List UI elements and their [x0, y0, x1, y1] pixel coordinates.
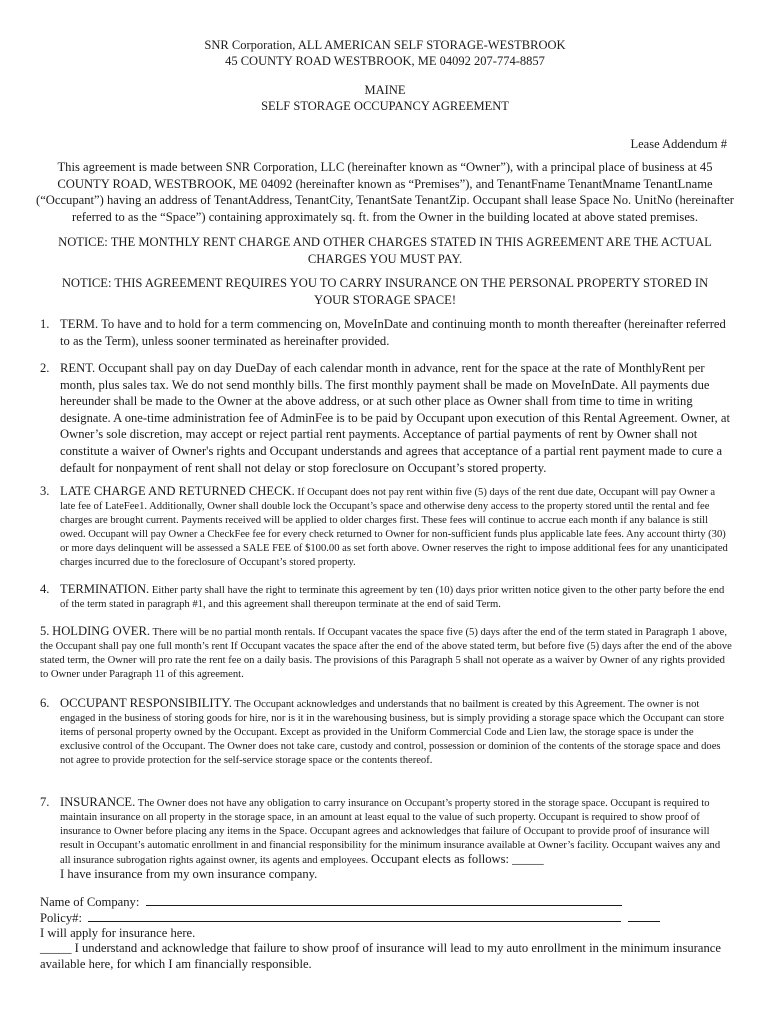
- section-term: [40, 316, 730, 349]
- section-late-charge: [40, 485, 730, 569]
- section-number: 4.: [40, 582, 50, 596]
- section-text: To have and to hold for a term commencing on, MoveInDate and continuing month to month thereafter (hereinafter referred to as the Term), unless sooner terminated as hereinafter provided.: [60, 317, 726, 348]
- company-name-label: Name of Company:: [40, 895, 140, 909]
- section-text: If Occupant does not pay rent within five (5) days of the rent due date, Occupant will pay Owner a late fee of LateFee1. Additionally, Owner shall double lock the Occupant’s space and otherwise deny access to the property stored until the rental and fee charges are brought current. Payments received will be applied to older charges first. These fees will continue to accrue each month if any balance is still owed. Occupant will pay Owner a CheckFee fee for every check returned to Owner for non-sufficient funds plus applicable late fees. Any account thirty (30) or more days delinquent will be assessed a SALE FEE of $100.00 as set forth above. Owner reserves the right to impose additional fees for any unanticipated charges incurred due to the foreclosure of Occupant’s stored property.: [60, 487, 728, 568]
- section-text: Occupant shall pay on day DueDay of each calendar month in advance, rent for the space at the rate of MonthlyRent per month, plus sales tax. We do not send monthly bills. The first monthly payment shall be made on MoveInDate. All payments due hereunder shall be made to the Owner at the above address, or at such other place as Owner shall from time to time in writing designate. A one-time administration fee of AdminFee is to be paid by Occupant upon execution of this Rental Agreement. Owner, at Owner’s sole discretion, may accept or reject partial rent payments. Acceptance of partial payments of rent by Owner shall not constitute a waiver of Owner's rights and Occupant understands and agrees that acceptance of a partial rent payment made to cure a default for nonpayment of rent shall not delay or stop foreclosure on Occupant’s stored property.: [60, 361, 730, 475]
- section-number: 6.: [40, 696, 50, 710]
- section-holding-over: [40, 625, 732, 682]
- section-heading: OCCUPANT RESPONSIBILITY.: [60, 696, 232, 710]
- policy-label: Policy#:: [40, 911, 82, 925]
- section-heading: HOLDING OVER.: [52, 624, 151, 638]
- notice-insurance: NOTICE: THIS AGREEMENT REQUIRES YOU TO CARRY INSURANCE ON THE PERSONAL PROPERTY STORED IN YOUR STORAGE SPACE!: [61, 276, 709, 307]
- notice-rent-charges: NOTICE: THE MONTHLY RENT CHARGE AND OTHER CHARGES STATED IN THIS AGREEMENT ARE THE ACTUAL CHARGES YOU MUST PAY.: [58, 235, 712, 266]
- section-occupant-responsibility: [40, 697, 730, 768]
- company-name: SNR Corporation, ALL AMERICAN SELF STORAGE-WESTBROOK: [204, 38, 566, 52]
- own-insurance-option: I have insurance from my own insurance company.: [60, 866, 318, 881]
- section-number: 1.: [40, 317, 50, 331]
- section-heading: LATE CHARGE AND RETURNED CHECK.: [60, 484, 295, 498]
- policy-row: [40, 910, 660, 926]
- lease-addendum-label: Lease Addendum #: [630, 137, 727, 151]
- company-header: [0, 37, 770, 69]
- intro-paragraph: This agreement is made between SNR Corporation, LLC (hereinafter known as “Owner”), with a principal place of business at 45 COUNTY ROAD, WESTBROOK, ME 04092 (hereinafter known as “Premises”), and TenantFname TenantMname TenantLname (“Occupant”) having an address of TenantAddress, TenantCity, TenantSate TenantZip. Occupant shall lease Space No. UnitNo (hereinafter referred to as the “Space”) containing approximately sq. ft. from the Owner in the building located at above stated premises.: [36, 160, 734, 224]
- section-insurance: [40, 796, 730, 881]
- section-number: 5.: [40, 624, 50, 638]
- section-text: Either party shall have the right to terminate this agreement by ten (10) days prior written notice given to the other party before the end of the term stated in paragraph #1, and this agreement shall thereupon terminate at the end of said Term.: [60, 585, 725, 610]
- section-termination: [40, 583, 730, 612]
- company-name-field[interactable]: [146, 894, 622, 906]
- apply-insurance-option: I will apply for insurance here.: [40, 926, 196, 940]
- section-heading: RENT.: [60, 361, 96, 375]
- company-name-row: [40, 894, 622, 910]
- section-text: There will be no partial month rentals. If Occupant vacates the space five (5) days after the end of the term stated in Paragraph 1 above, the Occupant shall pay one full month’s rent If Occupant vacates the space after the end of the above stated term, but before five (5) days after the end of the above stated term, the Owner will pro rate the rent fee on a daily basis. The provisions of this Paragraph 5 shall not operate as a waiver by Owner of any rights provided to Owner under Paragraph 11 of this agreement.: [40, 627, 732, 680]
- policy-extra-field[interactable]: [628, 910, 660, 922]
- section-rent: [40, 360, 730, 476]
- section-number: 7.: [40, 795, 50, 809]
- company-address: 45 COUNTY ROAD WESTBROOK, ME 04092 207-774-8857: [225, 54, 545, 68]
- section-number: 2.: [40, 361, 50, 375]
- document-title: SELF STORAGE OCCUPANCY AGREEMENT: [261, 99, 509, 113]
- document-title-block: [0, 82, 770, 114]
- insurance-election: Occupant elects as follows: _____: [370, 851, 544, 866]
- section-heading: TERMINATION.: [60, 582, 150, 596]
- state-label: MAINE: [364, 83, 406, 97]
- acknowledgement-text: _____ I understand and acknowledge that failure to show proof of insurance will lead to my auto enrollment in the minimum insurance available here, for which I am financially responsible.: [40, 941, 721, 971]
- section-heading: TERM.: [60, 317, 99, 331]
- section-text: The Occupant acknowledges and understands that no bailment is created by this Agreement. The owner is not engaged in the business of storing goods for hire, nor is it in the warehousing business, but is simply providing a storage space which the Occupant can store items of personal property owned by the Occupant. Except as provided in the Uniform Commercial Code and Lien law, the storage space is under the exclusive control of the Occupant. The Owner does not take care, custody and control, possession or dominion of the contents of the storage space and does not agree to provide protection for the self-service storage space or the contents thereof.: [60, 699, 725, 766]
- policy-number-field[interactable]: [88, 910, 621, 922]
- section-text: The Owner does not have any obligation to carry insurance on Occupant’s property stored in the storage space. Occupant is required to maintain insurance on all property in the storage space, in an amount at least equal to the value of such property. Occupant is required to show proof of insurance to Owner before placing any items in the Space. Occupant agrees and acknowledges that failure of Occupant to provide proof of insurance will result in Occupant’s automatic enrollment in and financial responsibility for the minimum insurance available at Owner’s facility. Occupant waives any and all insurance subrogation rights against owner, its agents and employees.: [60, 798, 721, 866]
- section-number: 3.: [40, 484, 50, 498]
- section-heading: INSURANCE.: [60, 795, 136, 809]
